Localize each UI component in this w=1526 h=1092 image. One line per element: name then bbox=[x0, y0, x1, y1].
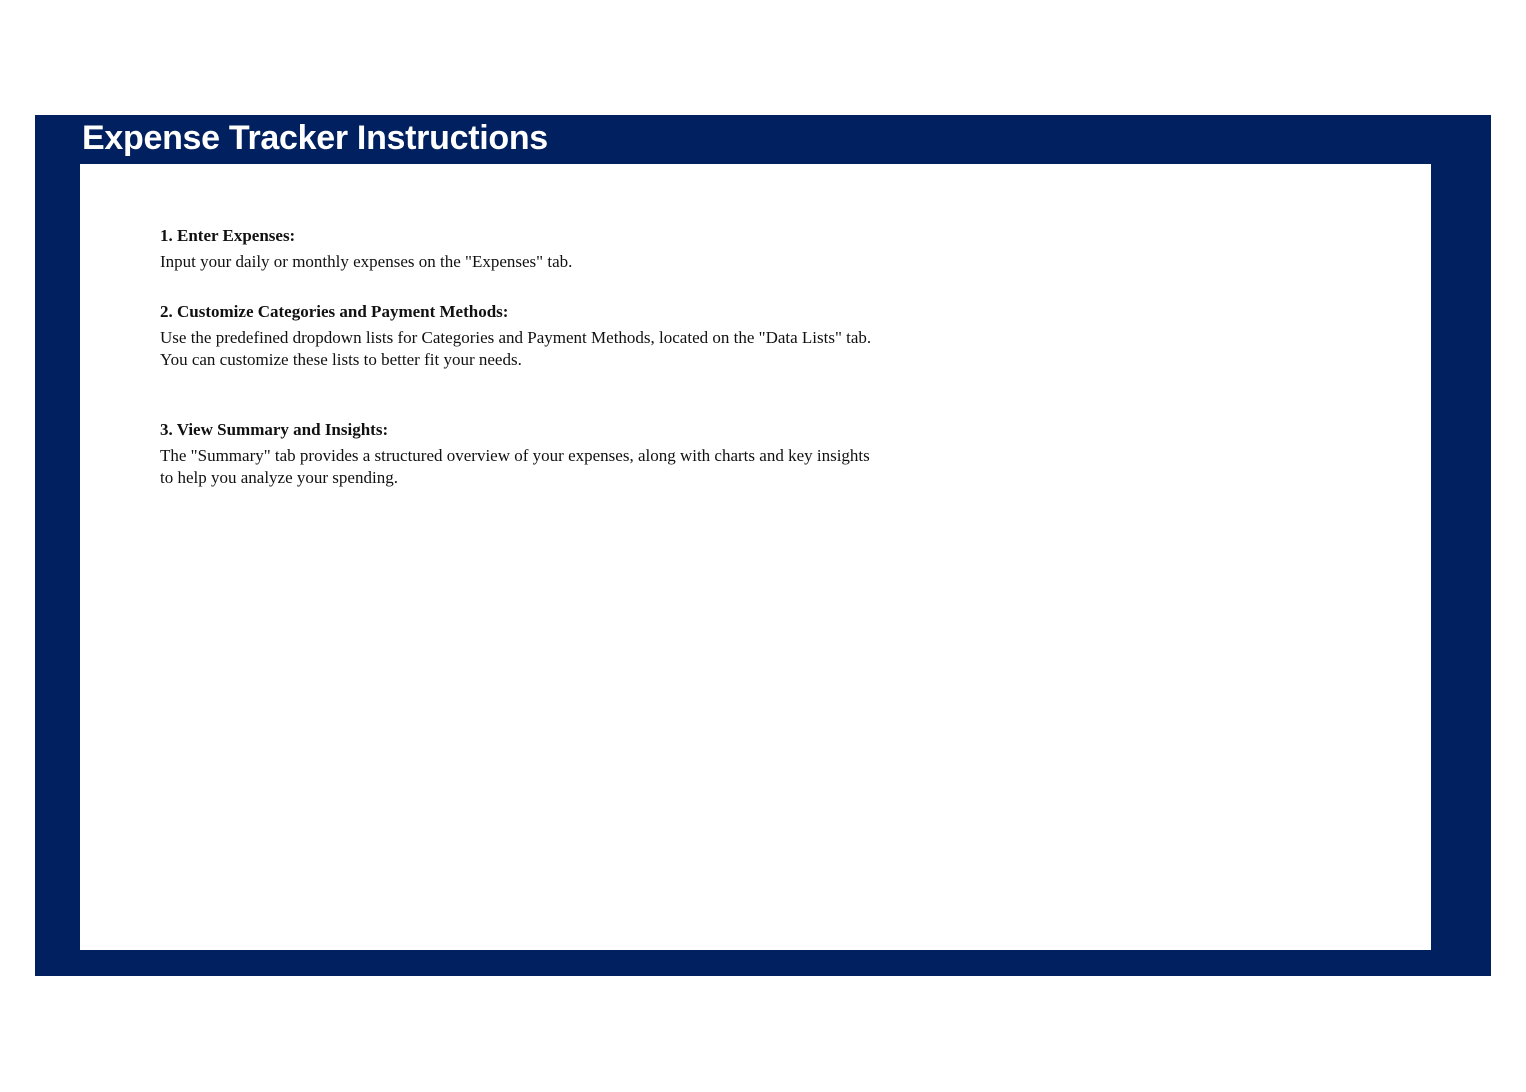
step-view-summary bbox=[160, 419, 880, 499]
page-title: Expense Tracker Instructions bbox=[82, 119, 548, 157]
step-heading: 1. Enter Expenses: bbox=[160, 226, 296, 245]
step-heading: 3. View Summary and Insights: bbox=[160, 420, 389, 439]
step-customize-categories bbox=[160, 301, 880, 419]
step-description: Use the predefined dropdown lists for Categories and Payment Methods, located on the "Data Lists" tab. You can customize these lists to better fit your needs. bbox=[160, 328, 872, 369]
instructions-panel bbox=[80, 164, 1431, 950]
step-description: The "Summary" tab provides a structured overview of your expenses, along with charts and key insights to help you analyze your spending. bbox=[160, 446, 870, 487]
step-heading: 2. Customize Categories and Payment Methods: bbox=[160, 302, 509, 321]
step-enter-expenses bbox=[160, 225, 880, 301]
step-description: Input your daily or monthly expenses on the "Expenses" tab. bbox=[160, 252, 573, 271]
instruction-steps bbox=[160, 225, 880, 499]
instructions-frame bbox=[35, 115, 1491, 976]
